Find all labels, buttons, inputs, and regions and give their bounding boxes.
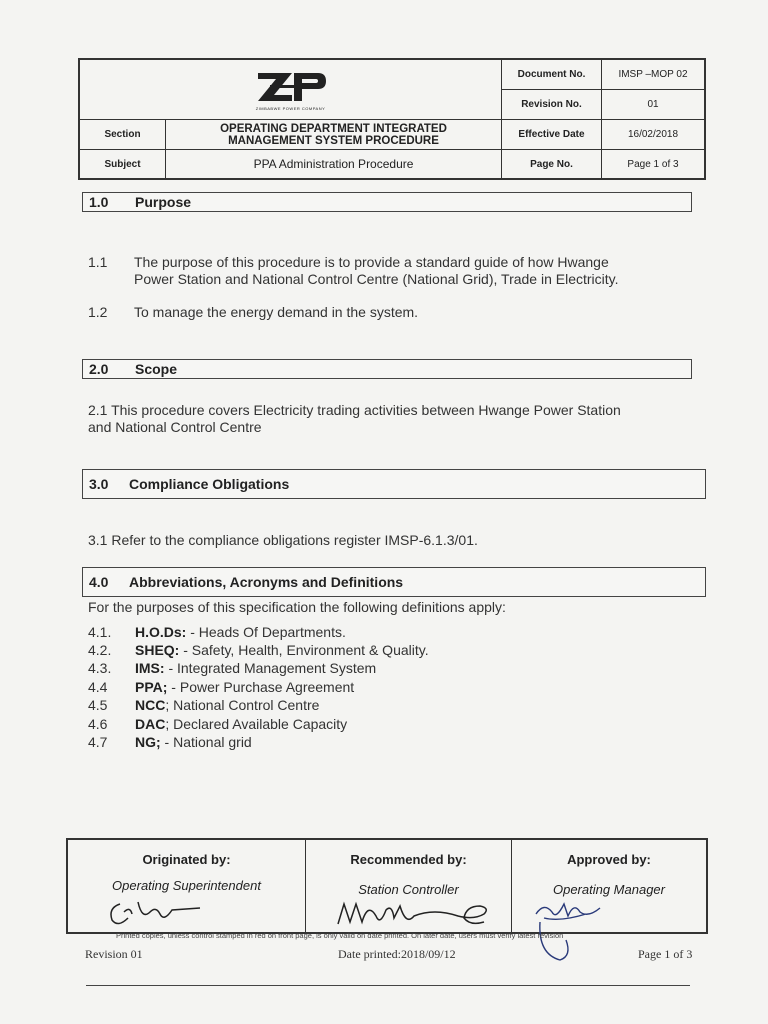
item-number: 1.1 bbox=[88, 254, 108, 270]
item-number: 4.5 bbox=[88, 697, 108, 713]
list-item bbox=[88, 660, 376, 677]
item-number: 1.2 bbox=[88, 304, 108, 320]
originated-column bbox=[68, 840, 306, 932]
item-definition: - Safety, Health, Environment & Quality. bbox=[179, 642, 429, 658]
list-item bbox=[88, 697, 319, 714]
item-number: 4.7 bbox=[88, 734, 108, 750]
originated-role: Operating Superintendent bbox=[112, 878, 261, 893]
item-term: IMS: bbox=[135, 660, 165, 676]
revision-no-value: 01 bbox=[602, 90, 704, 120]
item-number: 4.1. bbox=[88, 624, 112, 640]
item-definition: - Heads Of Departments. bbox=[186, 624, 346, 640]
footer-page: Page 1 of 3 bbox=[638, 947, 693, 961]
list-item bbox=[88, 642, 429, 659]
item-definition: - Power Purchase Agreement bbox=[167, 679, 355, 695]
signature-recommended-icon bbox=[334, 896, 494, 932]
item-number: 4.4 bbox=[88, 679, 108, 695]
page-no-value: Page 1 of 3 bbox=[627, 158, 679, 170]
signature-approved-icon bbox=[530, 894, 620, 964]
item-number: 4.2. bbox=[88, 642, 112, 658]
item-number: 4.3. bbox=[88, 660, 112, 676]
section-title: Compliance Obligations bbox=[129, 476, 290, 492]
approved-role: Operating Manager bbox=[552, 882, 665, 897]
item-term: PPA; bbox=[135, 679, 168, 695]
approved-column bbox=[512, 840, 706, 932]
item-term: H.O.Ds: bbox=[135, 624, 187, 640]
item-term: DAC bbox=[135, 716, 166, 732]
section-label: Section bbox=[80, 120, 166, 150]
item-definition: - National grid bbox=[160, 734, 252, 750]
footer-revision: Revision 01 bbox=[85, 947, 143, 961]
section-title: Scope bbox=[135, 361, 178, 377]
page-no-label: Page No. bbox=[502, 150, 602, 178]
purpose-item-1 bbox=[88, 254, 619, 288]
signature-table bbox=[66, 838, 708, 934]
section-heading-definitions bbox=[82, 567, 706, 597]
subject-label: Subject bbox=[80, 150, 166, 178]
purpose-text: To manage the energy demand in the system. bbox=[134, 304, 419, 320]
footer-notice: Printed copies, unless control stamped in red on front page, is only valid on date printed. On later date, users must verify latest revision bbox=[116, 931, 564, 940]
section-heading-compliance bbox=[82, 469, 706, 499]
signature-originated-icon bbox=[102, 894, 212, 932]
logo-cell bbox=[80, 60, 502, 120]
list-item bbox=[88, 624, 346, 641]
scope-line-2: and National Control Centre bbox=[88, 419, 262, 435]
footer-date-printed: Date printed:2018/09/12 bbox=[338, 947, 456, 961]
revision-no-label: Revision No. bbox=[502, 90, 602, 120]
subject-value: PPA Administration Procedure bbox=[166, 150, 502, 178]
recommended-column bbox=[306, 840, 512, 932]
item-term: NCC bbox=[135, 697, 166, 713]
document-no-label: Document No. bbox=[502, 60, 602, 90]
effective-date-value: 16/02/2018 bbox=[602, 120, 704, 150]
purpose-item-2 bbox=[88, 304, 418, 321]
section-number: 4.0 bbox=[89, 574, 109, 590]
originated-title: Originated by: bbox=[142, 852, 231, 867]
recommended-role: Station Controller bbox=[358, 882, 459, 897]
purpose-line-1: The purpose of this procedure is to provide a standard guide of how Hwange bbox=[134, 254, 609, 270]
scope-line-1: 2.1 This procedure covers Electricity trading activities between Hwange Power Station bbox=[88, 402, 621, 418]
document-no-value: IMSP –MOP 02 bbox=[602, 60, 704, 90]
section-heading-scope bbox=[82, 359, 692, 379]
item-definition: ; National Control Centre bbox=[165, 697, 320, 713]
list-item bbox=[88, 679, 354, 696]
section-value bbox=[166, 120, 502, 150]
purpose-line-2: Power Station and National Control Centre (National Grid), Trade in Electricity. bbox=[134, 271, 619, 287]
footer-divider bbox=[86, 985, 690, 986]
item-definition: ; Declared Available Capacity bbox=[165, 716, 348, 732]
scope-text bbox=[88, 402, 621, 436]
item-number: 4.6 bbox=[88, 716, 108, 732]
section-title: Abbreviations, Acronyms and Definitions bbox=[129, 574, 404, 590]
logo-text: ZIMBABWE POWER COMPANY bbox=[255, 105, 326, 111]
section-number: 2.0 bbox=[89, 361, 109, 377]
zpc-logo-icon bbox=[252, 69, 330, 105]
item-definition: - Integrated Management System bbox=[164, 660, 377, 676]
section-value-line2: MANAGEMENT SYSTEM PROCEDURE bbox=[228, 134, 439, 147]
item-term: SHEQ: bbox=[135, 642, 180, 658]
section-value-line1: OPERATING DEPARTMENT INTEGRATED bbox=[220, 122, 447, 135]
definitions-intro: For the purposes of this specification the following definitions apply: bbox=[88, 599, 506, 615]
section-number: 3.0 bbox=[89, 476, 109, 492]
item-term: NG; bbox=[135, 734, 161, 750]
list-item bbox=[88, 734, 252, 751]
section-title: Purpose bbox=[135, 194, 192, 210]
section-number: 1.0 bbox=[89, 194, 109, 210]
approved-title: Approved by: bbox=[567, 852, 651, 867]
effective-date-label: Effective Date bbox=[502, 120, 602, 150]
list-item bbox=[88, 716, 347, 733]
section-heading-purpose bbox=[82, 192, 692, 212]
document-header-table bbox=[78, 58, 706, 180]
compliance-text: 3.1 Refer to the compliance obligations register IMSP-6.1.3/01. bbox=[88, 532, 478, 548]
recommended-title: Recommended by: bbox=[350, 852, 467, 867]
